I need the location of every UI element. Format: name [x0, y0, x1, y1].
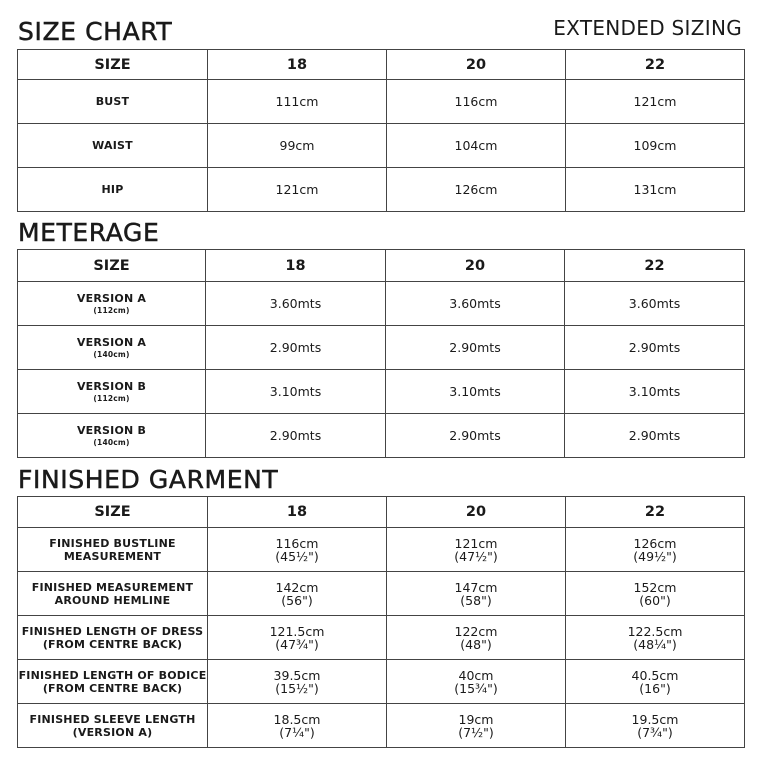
row-label-version	[18, 370, 206, 414]
label-line-2: (FROM CENTRE BACK)	[42, 681, 183, 695]
table-row	[18, 572, 745, 616]
header-size: SIZE	[18, 497, 208, 528]
imperial-value: (7¾")	[637, 724, 673, 740]
cell	[208, 660, 387, 704]
imperial-value: (56")	[281, 592, 313, 608]
header-20: 20	[386, 250, 565, 282]
table-row	[18, 168, 745, 212]
metric-value: 39.5cm	[273, 667, 321, 683]
row-label	[18, 616, 208, 660]
cell: 3.10mts	[206, 370, 386, 414]
imperial-value: (48¼")	[633, 636, 677, 652]
cell: 131cm	[566, 168, 745, 212]
imperial-value: (16")	[639, 680, 671, 696]
metric-value: 116cm	[275, 535, 319, 551]
cell	[566, 704, 745, 748]
cell: 2.90mts	[206, 326, 386, 370]
cell: 116cm	[387, 80, 566, 124]
finished-garment-title: FINISHED GARMENT	[18, 465, 279, 494]
table-row	[18, 370, 745, 414]
cell: 126cm	[387, 168, 566, 212]
label-line-1: FINISHED SLEEVE LENGTH	[29, 712, 196, 726]
imperial-value: (15½")	[275, 680, 319, 696]
size-chart-table	[17, 49, 745, 212]
fabric-width-label: (112cm)	[93, 306, 130, 315]
cell: 2.90mts	[386, 414, 565, 458]
metric-value: 40cm	[458, 667, 494, 683]
table-row	[18, 124, 745, 168]
cell: 2.90mts	[206, 414, 386, 458]
metric-value: 18.5cm	[273, 711, 321, 727]
label-line-1: FINISHED MEASUREMENT	[31, 580, 194, 594]
metric-value: 147cm	[454, 579, 498, 595]
cell: 3.60mts	[565, 282, 745, 326]
imperial-value: (49½")	[633, 548, 677, 564]
header-size: SIZE	[18, 50, 208, 80]
imperial-value: (60")	[639, 592, 671, 608]
fabric-width-label: (140cm)	[93, 350, 130, 359]
header-18: 18	[208, 497, 387, 528]
cell: 109cm	[566, 124, 745, 168]
row-label-waist: WAIST	[18, 124, 208, 168]
row-label-version	[18, 282, 206, 326]
size-chart-header-row	[18, 50, 745, 80]
label-line-2: AROUND HEMLINE	[54, 593, 171, 607]
table-row	[18, 660, 745, 704]
meterage-title: METERAGE	[18, 218, 160, 247]
metric-value: 122.5cm	[627, 623, 683, 639]
cell: 121cm	[566, 80, 745, 124]
cell: 121cm	[208, 168, 387, 212]
row-label-version	[18, 326, 206, 370]
header-18: 18	[206, 250, 386, 282]
metric-value: 19cm	[458, 711, 494, 727]
imperial-value: (58")	[460, 592, 492, 608]
cell: 99cm	[208, 124, 387, 168]
row-label-hip: HIP	[18, 168, 208, 212]
imperial-value: (7¼")	[279, 724, 315, 740]
fabric-width-label: (112cm)	[93, 394, 130, 403]
header-20: 20	[387, 497, 566, 528]
row-label-version	[18, 414, 206, 458]
version-label: VERSION B	[76, 380, 147, 393]
imperial-value: (47½")	[454, 548, 498, 564]
table-row	[18, 704, 745, 748]
row-label	[18, 660, 208, 704]
metric-value: 152cm	[633, 579, 677, 595]
finished-garment-header-row	[18, 497, 745, 528]
label-line-1: FINISHED LENGTH OF DRESS	[21, 624, 204, 638]
cell: 3.10mts	[386, 370, 565, 414]
header-20: 20	[387, 50, 566, 80]
cell: 2.90mts	[386, 326, 565, 370]
table-row	[18, 282, 745, 326]
imperial-value: (7½")	[458, 724, 494, 740]
label-line-2: (FROM CENTRE BACK)	[42, 637, 183, 651]
table-row	[18, 616, 745, 660]
row-label	[18, 572, 208, 616]
metric-value: 40.5cm	[631, 667, 679, 683]
version-label: VERSION A	[76, 292, 147, 305]
label-line-2: (VERSION A)	[72, 725, 153, 739]
meterage-table	[17, 249, 745, 458]
finished-garment-table	[17, 496, 745, 748]
fabric-width-label: (140cm)	[93, 438, 130, 447]
header-22: 22	[566, 50, 745, 80]
cell	[387, 616, 566, 660]
cell	[208, 528, 387, 572]
cell	[387, 528, 566, 572]
metric-value: 19.5cm	[631, 711, 679, 727]
row-label-bust: BUST	[18, 80, 208, 124]
cell: 2.90mts	[565, 326, 745, 370]
header-size: SIZE	[18, 250, 206, 282]
label-line-1: FINISHED LENGTH OF BODICE	[18, 668, 207, 682]
extended-sizing-label: EXTENDED SIZING	[553, 16, 742, 40]
cell: 3.60mts	[206, 282, 386, 326]
cell: 104cm	[387, 124, 566, 168]
version-label: VERSION B	[76, 424, 147, 437]
cell	[566, 616, 745, 660]
table-row	[18, 326, 745, 370]
cell	[566, 528, 745, 572]
imperial-value: (47¾")	[275, 636, 319, 652]
cell: 111cm	[208, 80, 387, 124]
label-line-1: FINISHED BUSTLINE	[49, 536, 176, 550]
table-row	[18, 80, 745, 124]
table-row	[18, 528, 745, 572]
imperial-value: (15¾")	[454, 680, 498, 696]
cell	[566, 660, 745, 704]
header-18: 18	[208, 50, 387, 80]
cell: 3.60mts	[386, 282, 565, 326]
cell	[387, 572, 566, 616]
row-label	[18, 528, 208, 572]
cell: 3.10mts	[565, 370, 745, 414]
cell: 2.90mts	[565, 414, 745, 458]
size-chart-title: SIZE CHART	[18, 17, 173, 46]
row-label	[18, 704, 208, 748]
label-line-2: MEASUREMENT	[63, 549, 162, 563]
metric-value: 121.5cm	[269, 623, 325, 639]
cell	[208, 704, 387, 748]
cell	[208, 616, 387, 660]
header-22: 22	[565, 250, 745, 282]
metric-value: 142cm	[275, 579, 319, 595]
cell	[566, 572, 745, 616]
imperial-value: (45½")	[275, 548, 319, 564]
cell	[208, 572, 387, 616]
version-label: VERSION A	[76, 336, 147, 349]
table-row	[18, 414, 745, 458]
metric-value: 126cm	[633, 535, 677, 551]
header-22: 22	[566, 497, 745, 528]
cell	[387, 660, 566, 704]
metric-value: 122cm	[454, 623, 498, 639]
metric-value: 121cm	[454, 535, 498, 551]
meterage-header-row	[18, 250, 745, 282]
imperial-value: (48")	[460, 636, 492, 652]
cell	[387, 704, 566, 748]
